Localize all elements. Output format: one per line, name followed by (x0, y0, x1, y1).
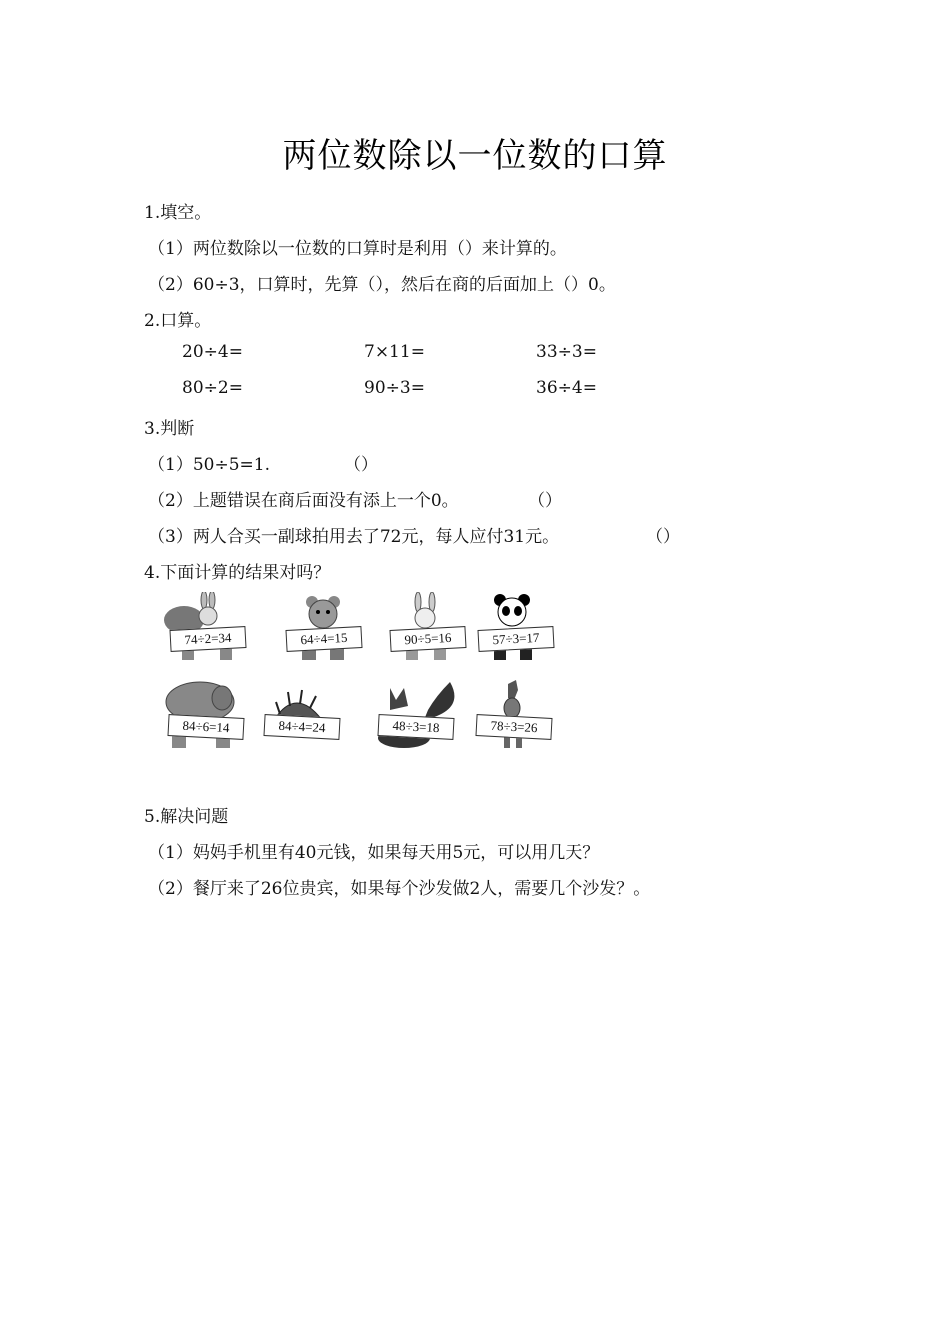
card-elephant (160, 680, 250, 752)
calc-item: 90÷3= (364, 378, 425, 398)
equation-sign: 64÷4=15 (285, 626, 362, 652)
card-squirrel (370, 680, 460, 752)
q3-item-3: （3）两人合买一副球拍用去了72元，每人应付31元。 (148, 527, 560, 547)
equation-sign: 57÷3=17 (477, 626, 554, 652)
card-panda (470, 592, 560, 664)
q1-item-1: （1）两位数除以一位数的口算时是利用（）来计算的。 (148, 239, 567, 259)
card-bear (278, 592, 368, 664)
calc-item: 33÷3= (536, 342, 597, 362)
q2-heading: 2.口算。 (144, 311, 212, 331)
calc-item: 7×11= (364, 342, 425, 362)
q3-heading: 3.判断 (144, 419, 195, 439)
q3-item-1: （1）50÷5=1. (148, 455, 270, 475)
q4-heading: 4.下面计算的结果对吗？ (144, 563, 331, 583)
q5-item-2: （2）餐厅来了26位贵宾，如果每个沙发做2人，需要几个沙发？。 (148, 879, 651, 899)
card-hedgehog (256, 680, 346, 752)
equation-sign: 48÷3=18 (377, 714, 454, 740)
equation-sign: 84÷4=24 (263, 714, 340, 740)
calc-item: 20÷4= (182, 342, 243, 362)
card-rabbit (382, 592, 472, 664)
answer-paren: （） (646, 527, 680, 547)
calc-item: 36÷4= (536, 378, 597, 398)
equation-sign: 84÷6=14 (167, 714, 244, 740)
q3-item-2: （2）上题错误在商后面没有添上一个0。 (148, 491, 459, 511)
calc-item: 80÷2= (182, 378, 243, 398)
page-title: 两位数除以一位数的口算 (282, 136, 668, 176)
equation-sign: 78÷3=26 (475, 714, 552, 740)
q5-heading: 5.解决问题 (144, 807, 229, 827)
answer-paren: （） (344, 455, 378, 475)
q1-heading: 1.填空。 (144, 203, 212, 223)
q5-item-1: （1）妈妈手机里有40元钱，如果每天用5元，可以用几天？ (148, 843, 600, 863)
equation-sign: 90÷5=16 (389, 626, 466, 652)
card-rabbit (162, 592, 252, 664)
q1-item-2: （2）60÷3，口算时，先算（），然后在商的后面加上（）0。 (148, 275, 616, 295)
card-bird (468, 680, 558, 752)
answer-paren: （） (528, 491, 562, 511)
equation-sign: 74÷2=34 (169, 626, 246, 652)
